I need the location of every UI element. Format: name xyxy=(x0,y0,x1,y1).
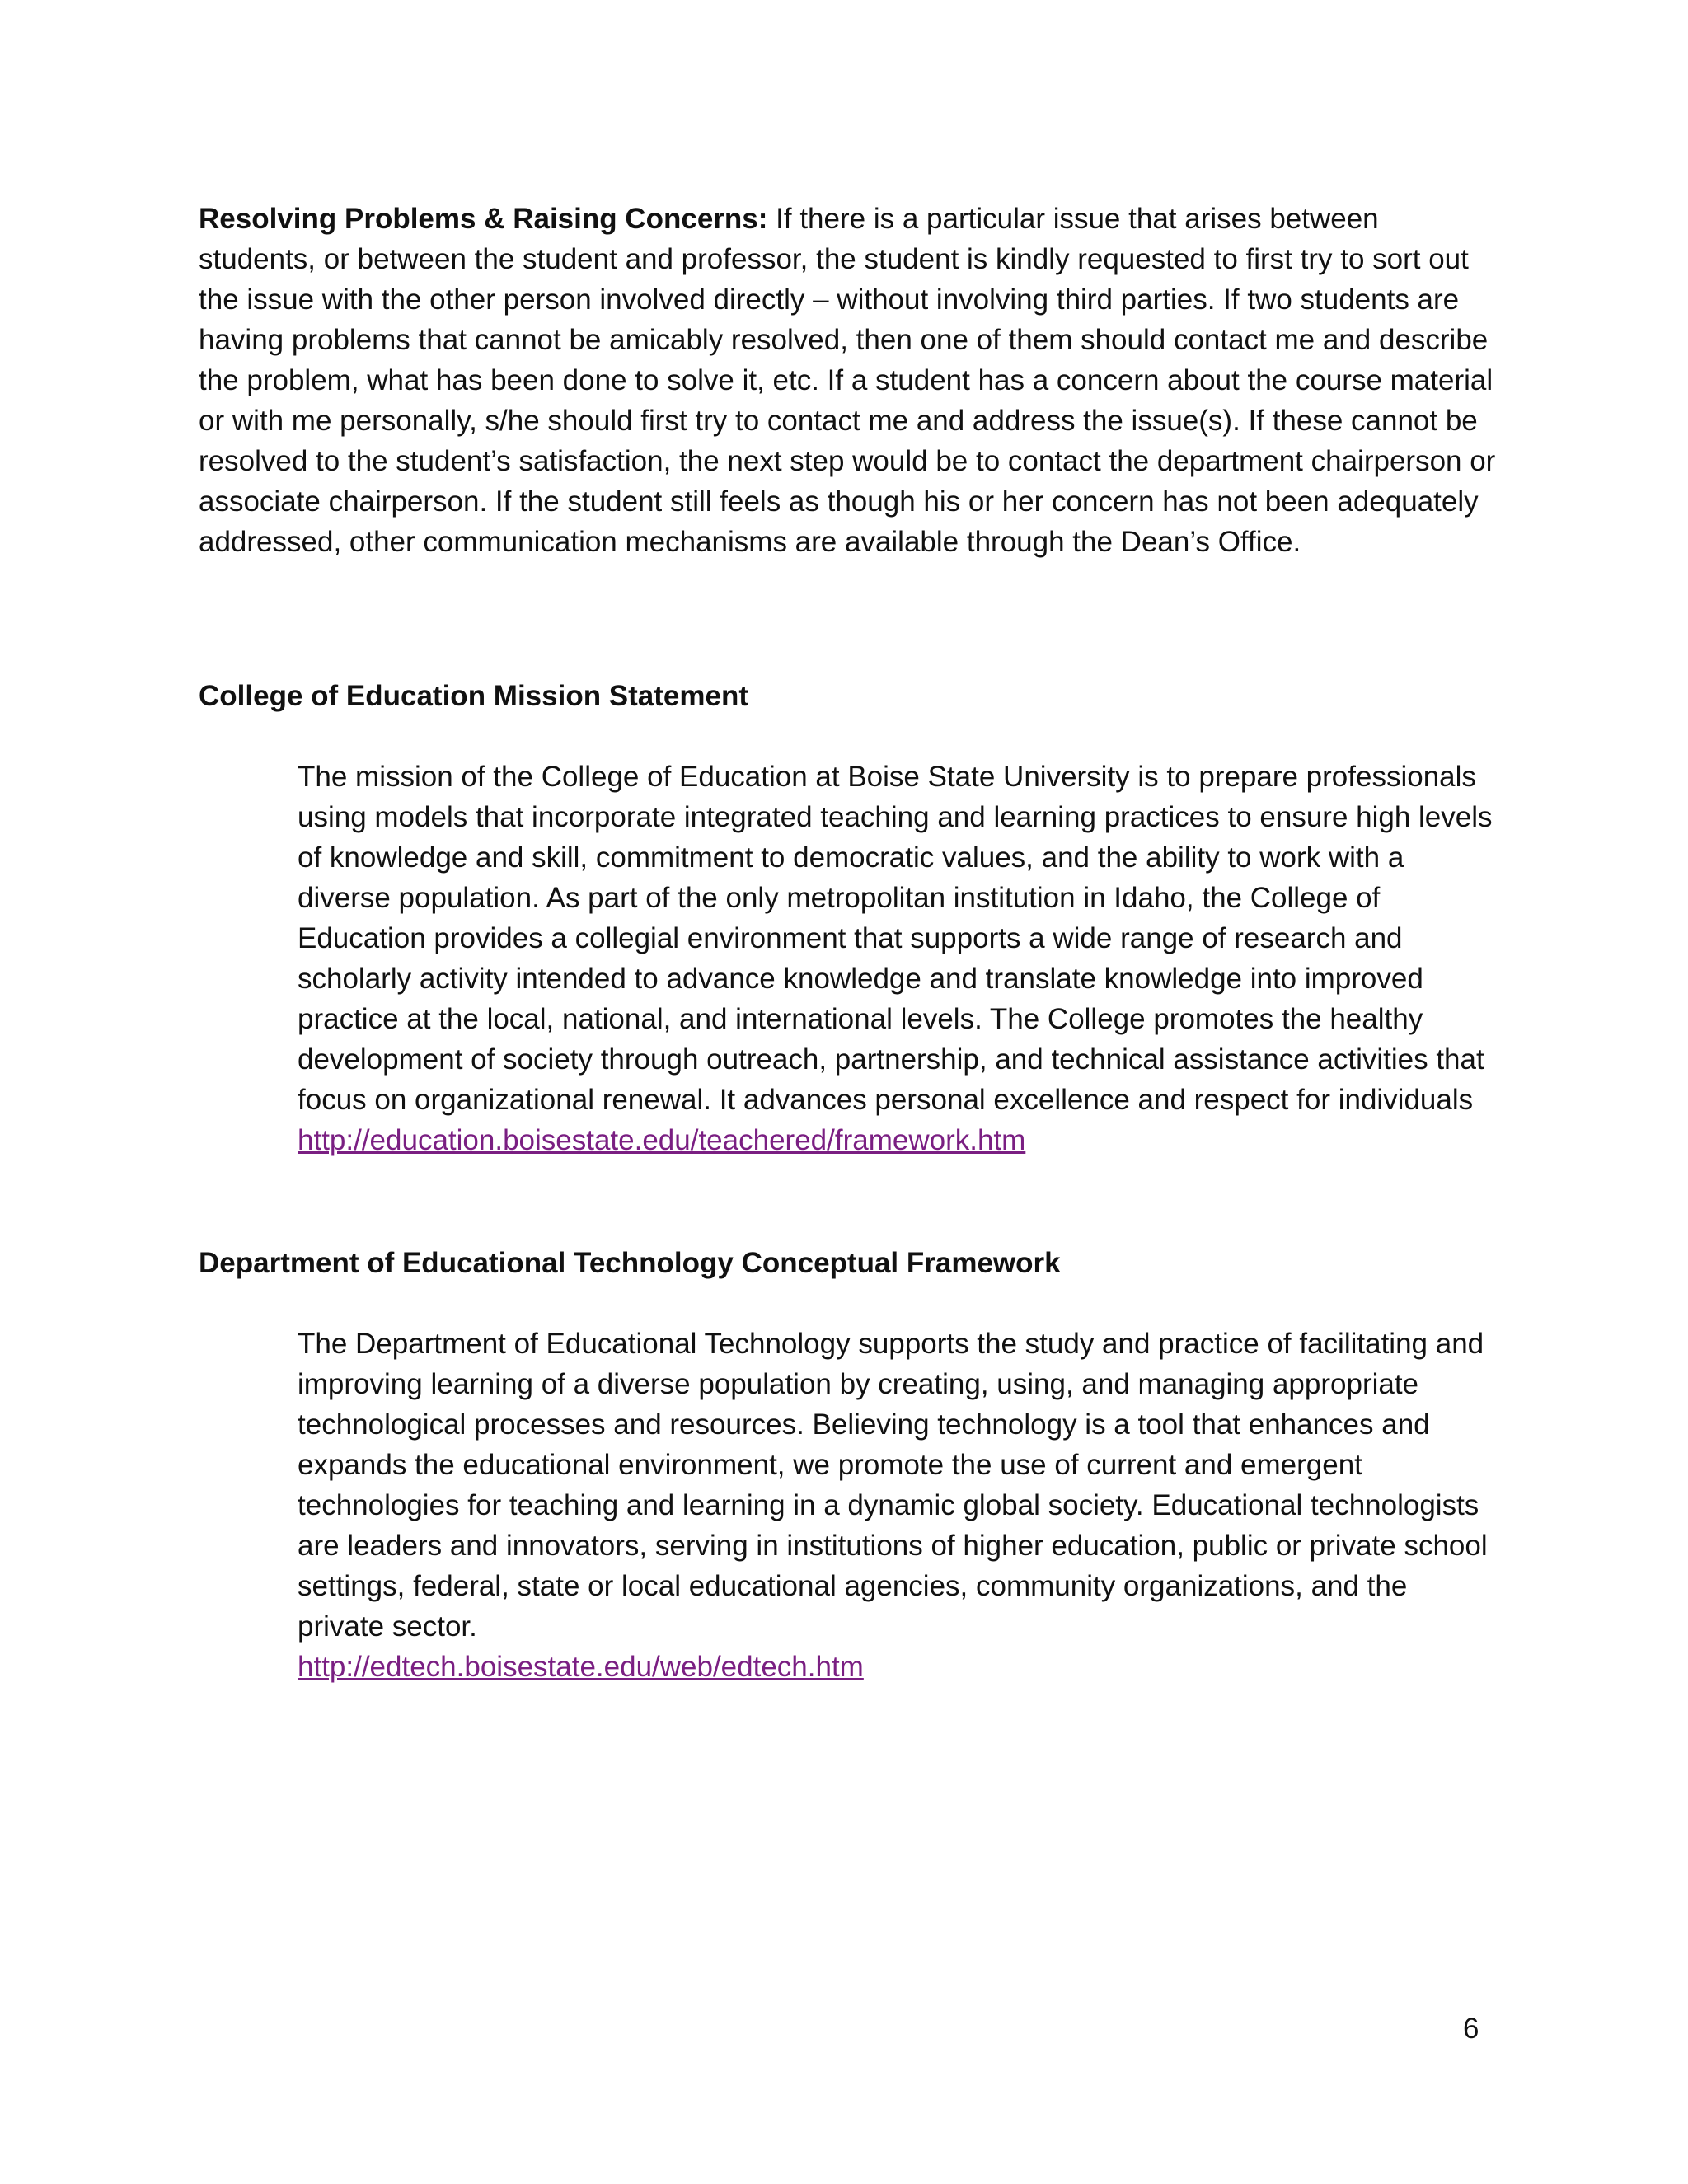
conceptual-framework-link[interactable]: http://edtech.boisestate.edu/web/edtech.htm xyxy=(298,1651,864,1683)
mission-statement-text: The mission of the College of Education at Boise State University is to prepare professionals using models that incorporate integrated teaching and learning practices to ensure high levels of knowledge and skill, commitment to democratic values, and the ability to work with a diverse population. As part of the only metropolitan institution in Idaho, the College of Education provides a collegial environment that supports a wide range of research and scholarly activity intended to advance knowledge and translate knowledge into improved practice at the local, national, and international levels. The College promotes the healthy development of society through outreach, partnership, and technical assistance activities that focus on organizational renewal. It advances personal excellence and respect for individuals xyxy=(298,761,1493,1116)
mission-statement-paragraph xyxy=(298,757,1501,1160)
resolving-problems-label: Resolving Problems & Raising Concerns: xyxy=(199,203,768,235)
conceptual-framework-heading: Department of Educational Technology Conceptual Framework xyxy=(199,1247,1061,1279)
resolving-problems-text: If there is a particular issue that arises between students, or between the student and professor, the student is kindly requested to first try to sort out the issue with the other person involved directly – without involving third parties. If two students are having problems that cannot be amicably resolved, then one of them should contact me and describe the problem, what has been done to solve it, etc. If a student has a concern about the course material or with me personally, s/he should first try to contact me and address the issue(s). If these cannot be resolved to the student’s satisfaction, the next step would be to contact the department chairperson or associate chairperson. If the student still feels as though his or her concern has not been adequately addressed, other communication mechanisms are available through the Dean’s Office. xyxy=(199,203,1496,558)
conceptual-framework-text: The Department of Educational Technology supports the study and practice of facilitating and improving learning of a diverse population by creating, using, and managing appropriate technological processes and resources. Believing technology is a tool that enhances and expands the educational environment, we promote the use of current and emergent technologies for teaching and learning in a dynamic global society. Educational technologists are leaders and innovators, serving in institutions of higher education, public or private school settings, federal, state or local educational agencies, community organizations, and the private sector. xyxy=(298,1328,1488,1643)
resolving-problems-paragraph xyxy=(199,199,1501,562)
mission-statement-heading: College of Education Mission Statement xyxy=(199,680,749,712)
page-number: 6 xyxy=(1463,2013,1479,2045)
conceptual-framework-paragraph xyxy=(298,1324,1501,1687)
mission-statement-link[interactable]: http://education.boisestate.edu/teachered/framework.htm xyxy=(298,1124,1026,1156)
